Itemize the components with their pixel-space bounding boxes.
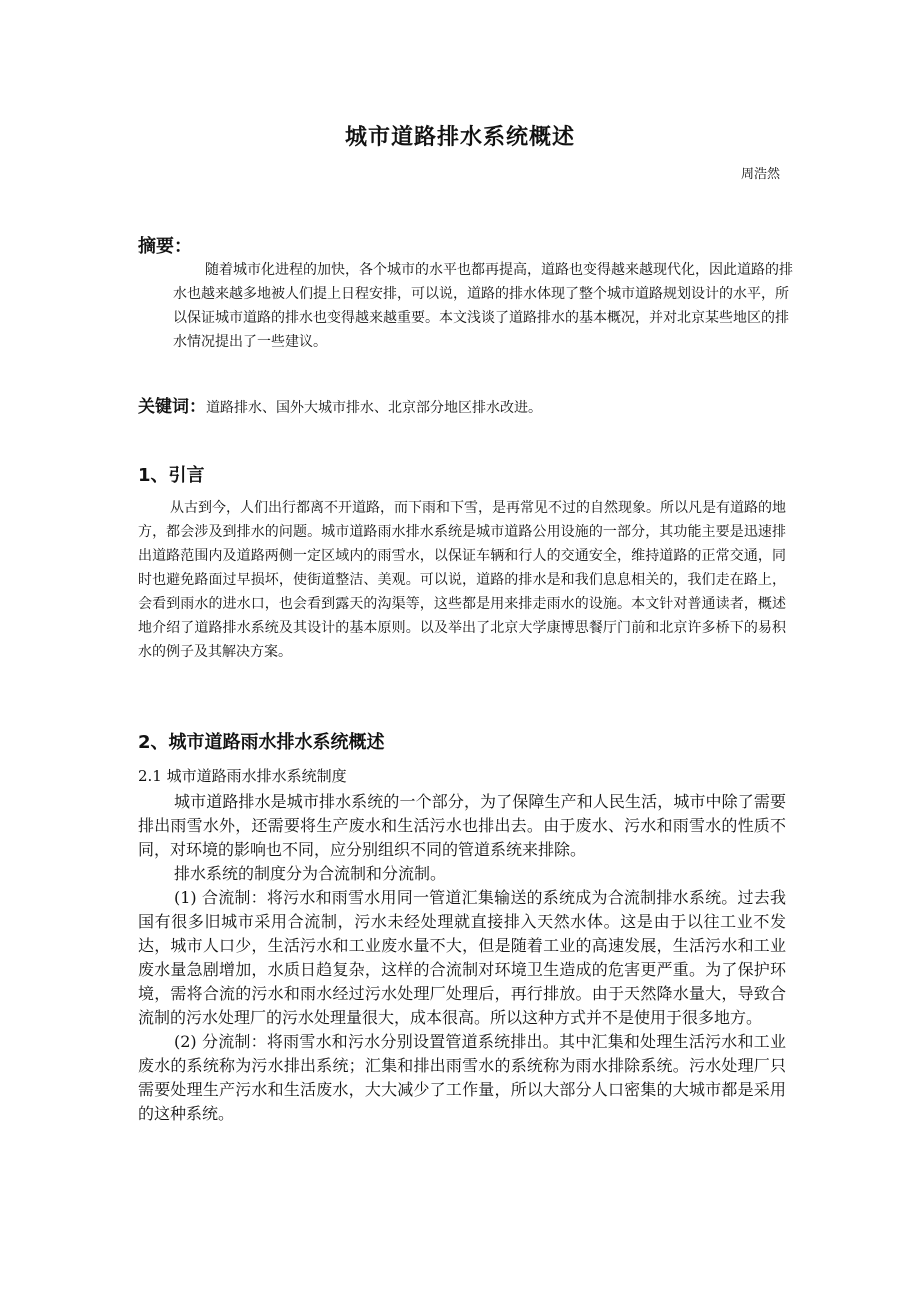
section-2-heading: 2、城市道路雨水排水系统概述 — [138, 732, 385, 753]
section-2-body — [138, 790, 786, 1126]
author-name: 周浩然 — [740, 167, 780, 182]
paragraph: 排水系统的制度分为合流制和分流制。 — [174, 864, 447, 883]
keywords-line — [138, 392, 798, 417]
keywords-text: 道路排水、国外大城市排水、北京部分地区排水改进。 — [206, 400, 542, 416]
abstract-heading: 摘要： — [138, 236, 192, 257]
keywords-label: 关键词： — [138, 397, 206, 417]
section-1-body: 从古到今，人们出行都离不开道路，而下雨和下雪，是再常见不过的自然现象。所以凡是有道路的地方，都会涉及到排水的问题。城市道路雨水排水系统是城市道路公用设施的一部分，其功能主要是迅速排出道路范围内及道路两侧一定区域内的雨雪水，以保证车辆和行人的交通安全，维持道路的正常交通，同时也避免路面过早损坏，使街道整洁、美观。可以说，道路的排水是和我们息息相关的，我们走在路上，会看到雨水的进水口，也会看到露天的沟渠等，这些都是用来排走雨水的设施。本文针对普通读者，概述地介绍了道路排水系统及其设计的基本原则。以及举出了北京大学康博思餐厅门前和北京许多桥下的易积水的例子及其解决方案。 — [138, 500, 786, 660]
paragraph: (1) 合流制：将污水和雨雪水用同一管道汇集输送的系统成为合流制排水系统。过去我国有很多旧城市采用合流制，污水未经处理就直接排入天然水体。这是由于以往工业不发达，城市人口少，生活污水和工业废水量不大，但是随着工业的高速发展，生活污水和工业废水量急剧增加，水质日趋复杂，这样的合流制对环境卫生造成的危害更严重。为了保护环境，需将合流的污水和雨水经过污水处理厂处理后，再行排放。由于天然降水量大，导致合流制的污水处理厂的污水处理量很大，成本很高。所以这种方式并不是使用于很多地方。 — [138, 888, 786, 1027]
section-1-heading: 1、引言 — [138, 465, 205, 486]
document-title: 城市道路排水系统概述 — [344, 124, 575, 150]
subsection-2-1-heading: 2.1 城市道路雨水排水系统制度 — [138, 767, 347, 785]
paragraph: (2) 分流制：将雨雪水和污水分别设置管道系统排出。其中汇集和处理生活污水和工业废水的系统称为污水排出系统；汇集和排出雨雪水的系统称为雨水排除系统。污水处理厂只需要处理生产污水和生活废水，大大减少了工作量，所以大部分人口密集的大城市都是采用的这种系统。 — [138, 1032, 786, 1123]
paragraph: 城市道路排水是城市排水系统的一个部分，为了保障生产和人民生活，城市中除了需要排出雨雪水外，还需要将生产废水和生活污水也排出去。由于废水、污水和雨雪水的性质不同，对环境的影响也不同，应分别组织不同的管道系统来排除。 — [138, 792, 786, 859]
abstract-body: 随着城市化进程的加快，各个城市的水平也都再提高，道路也变得越来越现代化，因此道路的排水也越来越多地被人们提上日程安排，可以说，道路的排水体现了整个城市道路规划设计的水平，所以保证城市道路的排水也变得越来越重要。本文浅谈了道路排水的基本概况，并对北京某些地区的排水情况提出了一些建议。 — [173, 262, 793, 350]
